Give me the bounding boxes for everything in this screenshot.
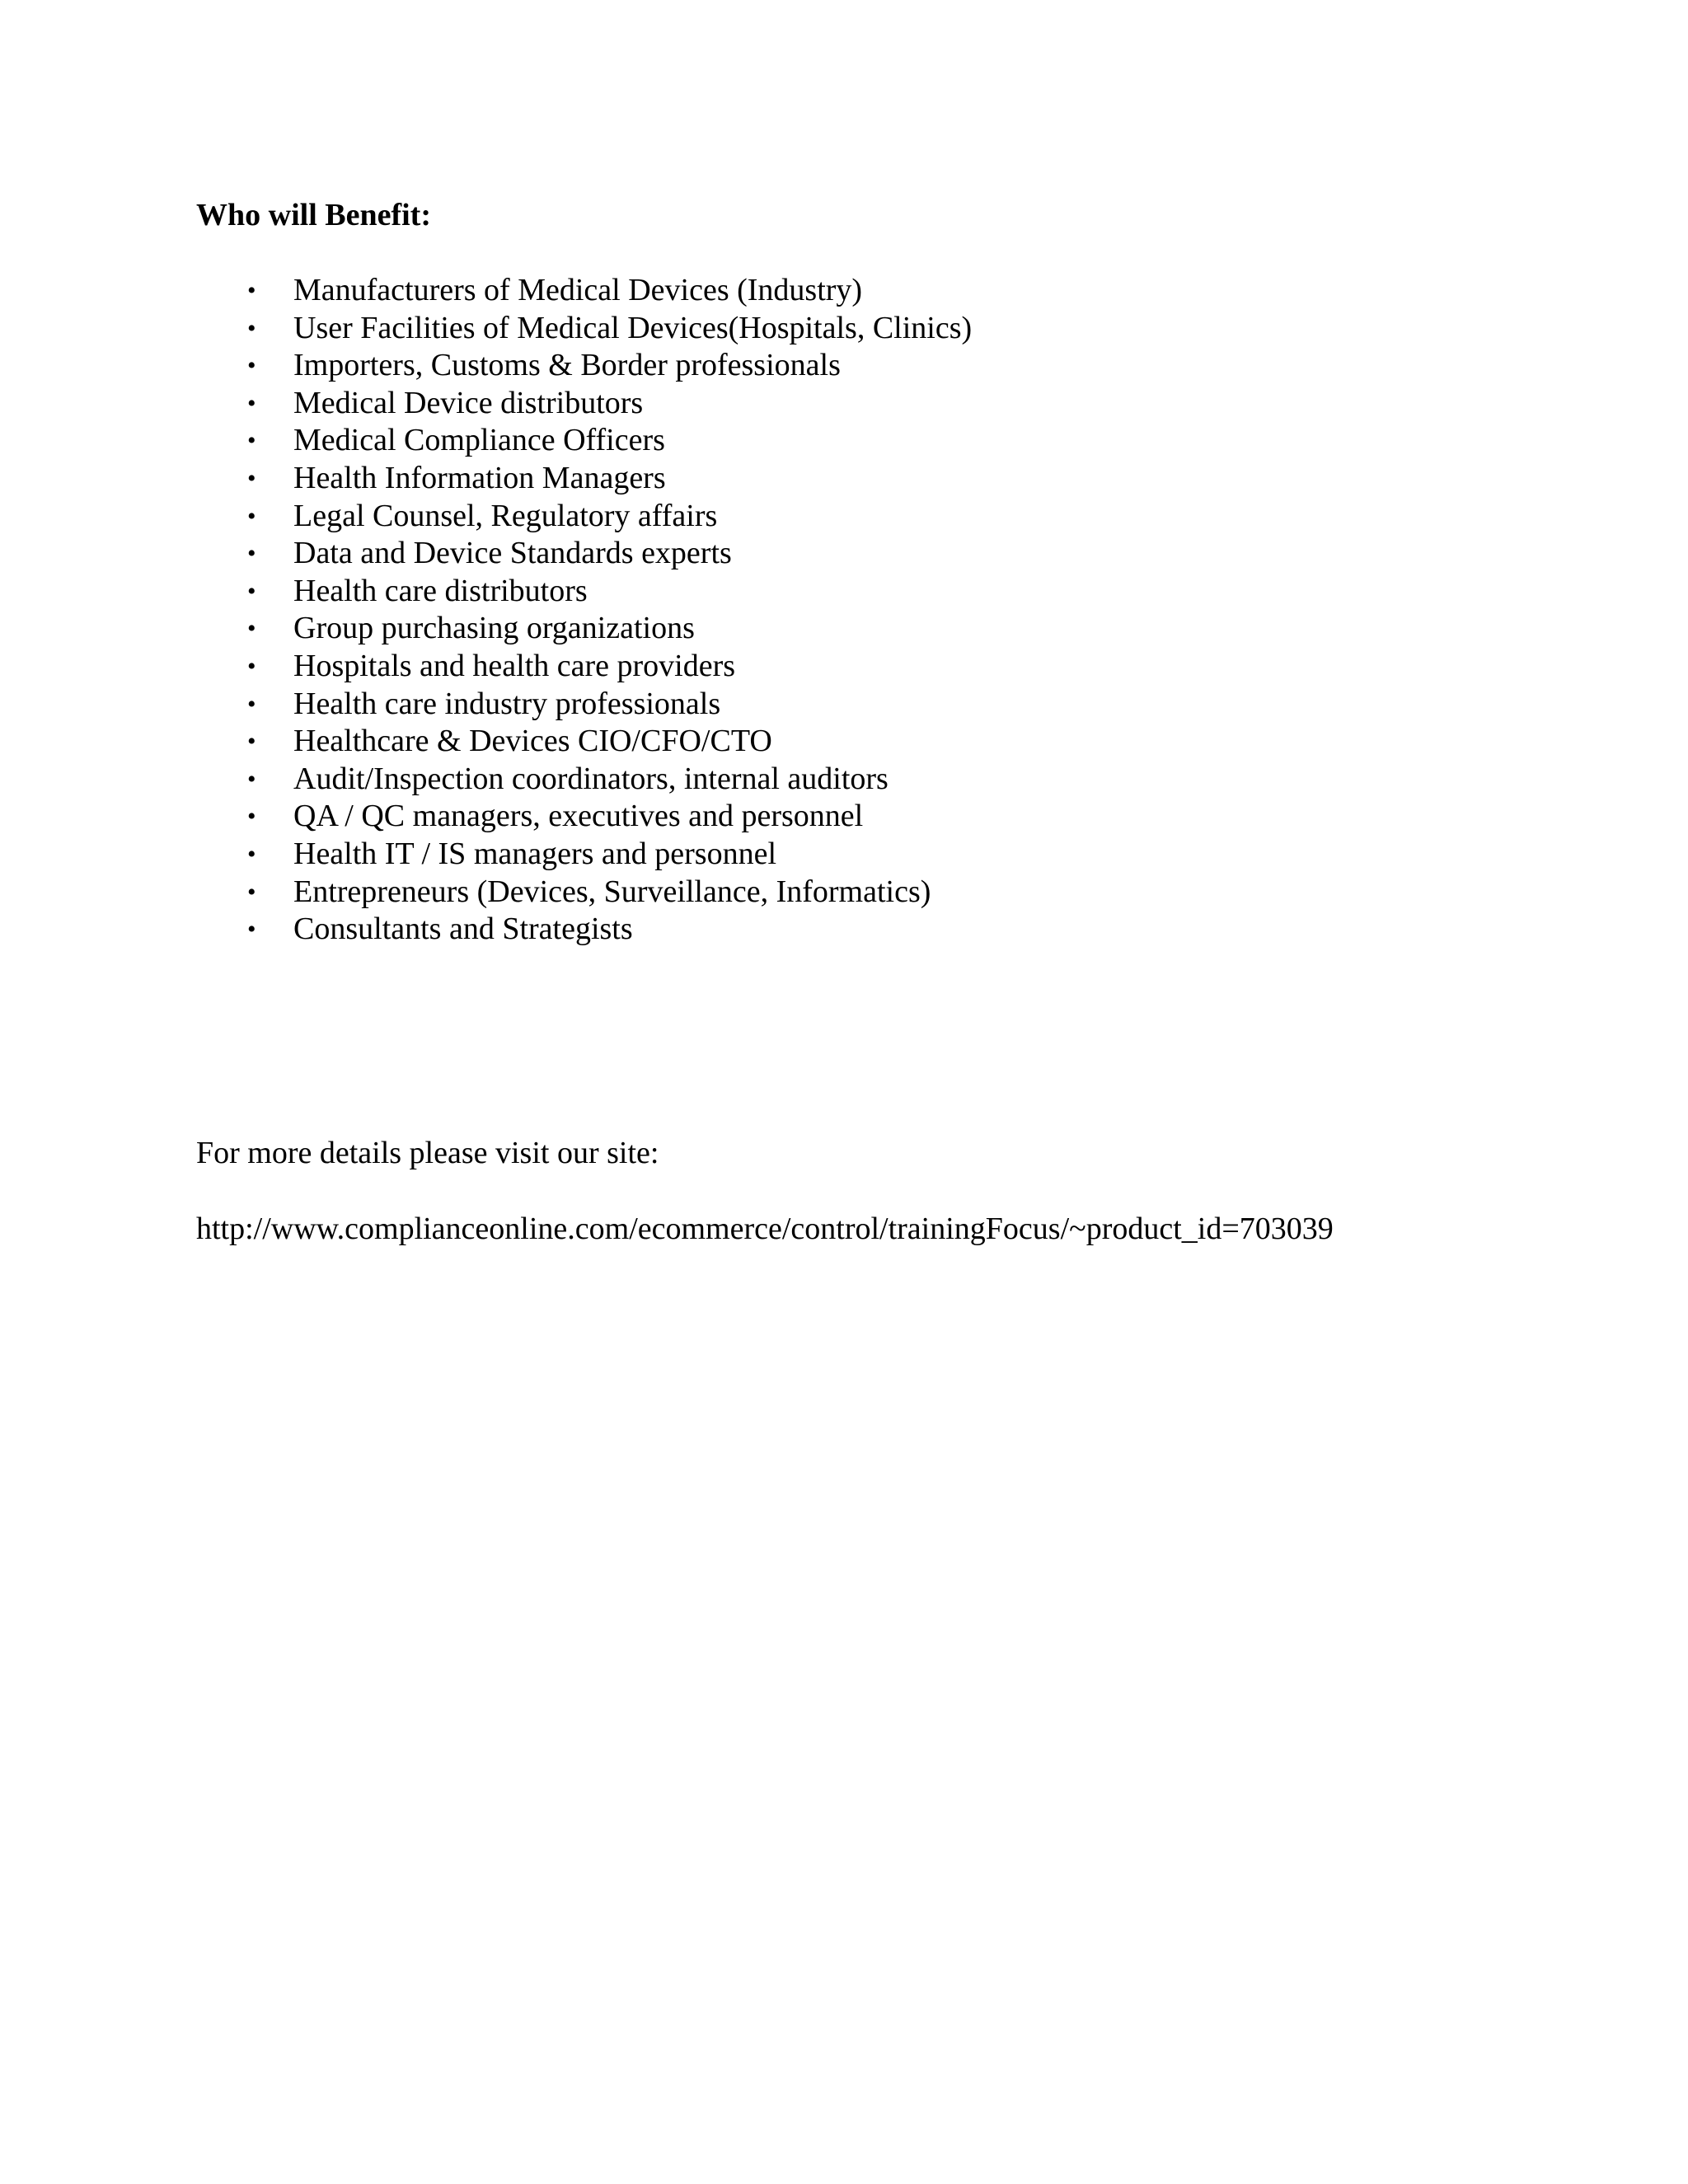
- bullet-icon: •: [247, 277, 256, 304]
- list-item: [247, 310, 972, 348]
- list-item-text: Group purchasing organizations: [293, 611, 695, 646]
- bullet-icon: •: [247, 840, 256, 868]
- bullet-icon: •: [247, 803, 256, 831]
- list-item-text: Health IT / IS managers and personnel: [293, 836, 777, 871]
- list-item-text: User Facilities of Medical Devices(Hospitals, Clinics): [293, 310, 973, 345]
- list-item-text: Consultants and Strategists: [293, 912, 633, 947]
- bullet-icon: •: [247, 464, 256, 492]
- bullet-icon: •: [247, 389, 256, 417]
- list-item-text: Data and Device Standards experts: [293, 536, 732, 571]
- list-item-text: Hospitals and health care providers: [293, 648, 736, 683]
- list-item: [247, 874, 972, 912]
- list-item: [247, 798, 972, 836]
- list-item-text: Manufacturers of Medical Devices (Industry): [293, 273, 863, 307]
- section-heading: Who will Benefit:: [196, 198, 431, 232]
- bullet-icon: •: [247, 427, 256, 455]
- bullet-icon: •: [247, 728, 256, 756]
- list-item: [247, 836, 972, 874]
- list-item-text: QA / QC managers, executives and personnel: [293, 799, 864, 834]
- list-item: [247, 761, 972, 799]
- bullet-icon: •: [247, 577, 256, 605]
- list-item-text: Legal Counsel, Regulatory affairs: [293, 498, 718, 533]
- bullet-icon: •: [247, 690, 256, 718]
- bullet-icon: •: [247, 352, 256, 380]
- list-item: [247, 648, 972, 686]
- list-item-text: Health care industry professionals: [293, 686, 721, 721]
- bullet-icon: •: [247, 314, 256, 342]
- list-item: [247, 573, 972, 611]
- list-item-text: Audit/Inspection coordinators, internal auditors: [293, 761, 889, 796]
- bullet-icon: •: [247, 916, 256, 944]
- list-item: [247, 686, 972, 724]
- list-item: [247, 272, 972, 310]
- list-item-text: Importers, Customs & Border professionals: [293, 348, 841, 383]
- list-item: [247, 460, 972, 498]
- list-item: [247, 610, 972, 648]
- list-item-text: Medical Device distributors: [293, 385, 644, 420]
- bullet-icon: •: [247, 502, 256, 530]
- list-item: [247, 422, 972, 460]
- list-item: [247, 498, 972, 536]
- list-item-text: Entrepreneurs (Devices, Surveillance, Informatics): [293, 874, 931, 909]
- benefit-list: [247, 272, 972, 949]
- list-item: [247, 535, 972, 573]
- list-item-text: Medical Compliance Officers: [293, 423, 665, 458]
- list-item: [247, 723, 972, 761]
- bullet-icon: •: [247, 652, 256, 680]
- list-item-text: Health Information Managers: [293, 460, 666, 495]
- list-item: [247, 911, 972, 949]
- list-item: [247, 347, 972, 385]
- site-url-link[interactable]: http://www.complianceonline.com/ecommerce/control/trainingFocus/~product_id=703039: [196, 1212, 1334, 1246]
- bullet-icon: •: [247, 878, 256, 906]
- list-item-text: Health care distributors: [293, 573, 588, 608]
- list-item-text: Healthcare & Devices CIO/CFO/CTO: [293, 724, 772, 759]
- bullet-icon: •: [247, 615, 256, 643]
- bullet-icon: •: [247, 540, 256, 568]
- bullet-icon: •: [247, 765, 256, 793]
- more-details-text: For more details please visit our site:: [196, 1136, 659, 1170]
- list-item: [247, 385, 972, 423]
